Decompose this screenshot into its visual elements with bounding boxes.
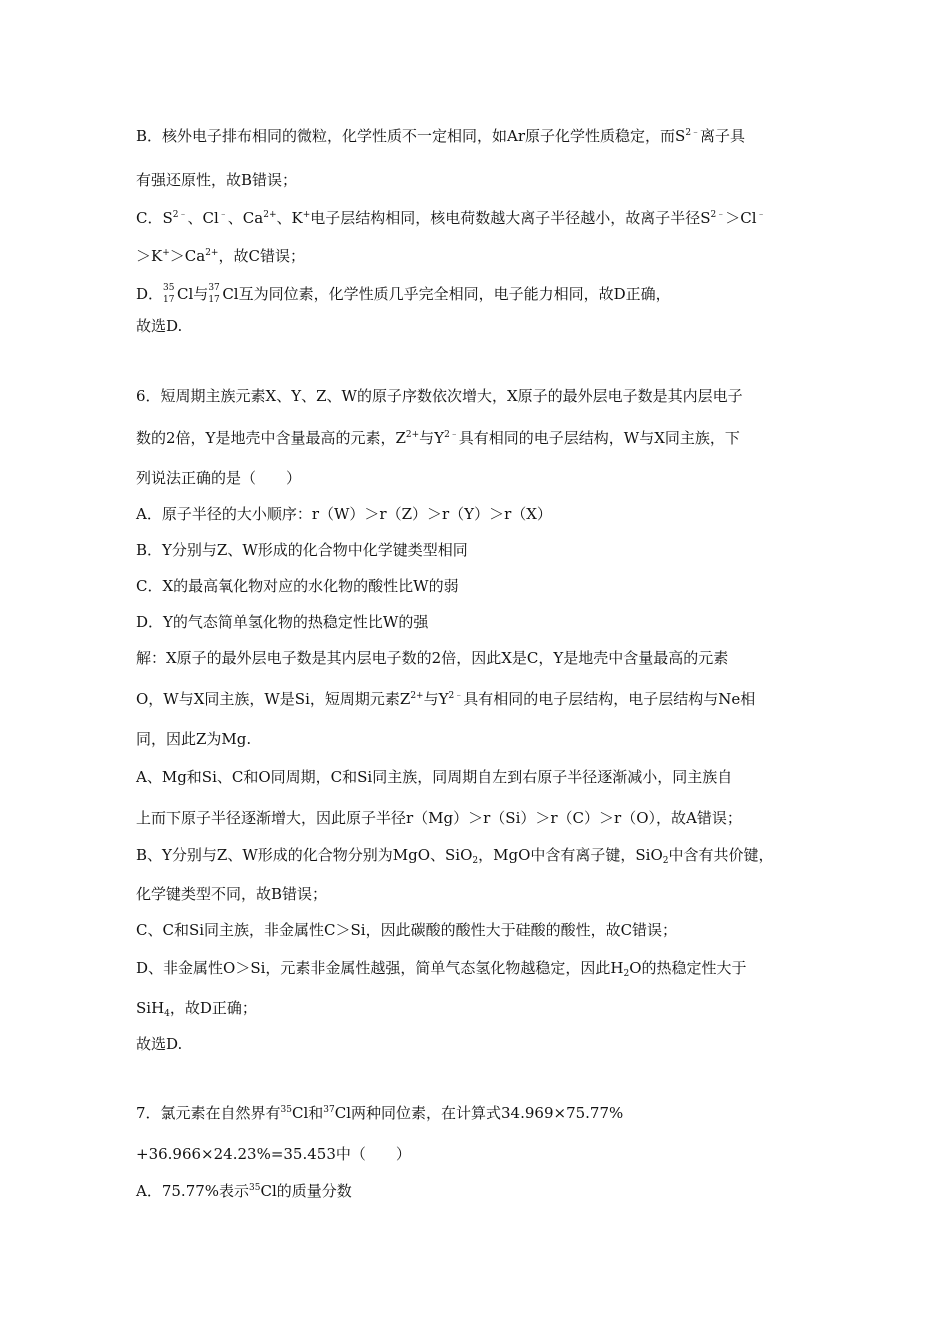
text-line: 列说法正确的是（ ） [136, 469, 302, 487]
text-line: 有强还原性，故B错误； [136, 171, 298, 189]
option-a: A．原子半径的大小顺序：r（W）＞r（Z）＞r（Y）＞r（X） [136, 505, 552, 523]
solution-line: 同，因此Z为Mg. [136, 730, 252, 748]
option-c: C．X的最高氧化物对应的水化物的酸性比W的弱 [136, 577, 459, 595]
option-a: A．75.77%表示$^{35}$Cl的质量分数 [136, 1182, 352, 1200]
solution-line: 解：X原子的最外层电子数是其内层电子数的2倍，因此X是C，Y是地壳中含量最高的元素 [136, 649, 729, 667]
solution-line: 上而下原子半径逐渐增大，因此原子半径r（Mg）＞r（Si）＞r（C）＞r（O），故A错误； [136, 809, 742, 827]
text-line: 故选D. [136, 317, 183, 335]
isotope-notation: 37 17 [208, 283, 220, 305]
text-line-c-option: C．$S^{2﹣}$、Cl﹣、$Ca^{2+}$、K+电子层结构相同，核电荷数越大离子半径越小，故离子半径$S^{2﹣}>Cl^﹣$ [136, 209, 766, 227]
solution-line: O，W与X同主族，W是Si，短周期元素$Z^{2+}$与$Y^{2﹣}$具有相同的电子层结构，电子层结构与Ne相 [136, 690, 756, 708]
text-line: $>K^+>Ca^{2+}$，故C错误； [136, 247, 305, 265]
text-line-d-option: D． 35 17 Cl与 37 17 Cl互为同位素，化学性质几乎完全相同，电子能力相同，故D正确， [136, 283, 671, 305]
solution-line: SiH$_4$，故D正确； [136, 999, 257, 1019]
text-line: 数的2倍，Y是地壳中含量最高的元素，$Z^{2+}$与$Y^{2﹣}$具有相同的电子层结构，W与X同主族，下 [136, 429, 740, 447]
option-b: B．Y分别与Z、W形成的化合物中化学键类型相同 [136, 541, 468, 559]
solution-line: D、非金属性O＞Si，元素非金属性越强，简单气态氢化物越稳定，因此$H_2O$的热稳定性大于 [136, 959, 747, 979]
text-line-b-option: B．核外电子排布相同的微粒，化学性质不一定相同，如Ar原子化学性质稳定，而$S^{2﹣}$离子具 [136, 127, 746, 145]
question-7-stem: 7．氯元素在自然界有$^{35}$Cl和$^{37}$Cl两种同位素，在计算式34.969×75.77% [136, 1104, 624, 1122]
isotope-notation: 35 17 [163, 283, 175, 305]
question-6-stem: 6．短周期主族元素X、Y、Z、W的原子序数依次增大，X原子的最外层电子数是其内层电子 [136, 387, 743, 405]
solution-line: B、Y分别与Z、W形成的化合物分别为MgO、SiO$_2$，MgO中含有离子键，SiO$_2$中含有共价键， [136, 846, 774, 866]
option-d: D．Y的气态简单氢化物的热稳定性比W的强 [136, 613, 429, 631]
solution-line: A、Mg和Si、C和O同周期，C和Si同主族，同周期自左到右原子半径逐渐减小，同主族自 [136, 768, 733, 786]
text-line: +36.966×24.23%=35.453中（ ） [136, 1145, 411, 1163]
solution-line: C、C和Si同主族，非金属性C＞Si，因此碳酸的酸性大于硅酸的酸性，故C错误； [136, 921, 678, 939]
solution-line: 化学键类型不同，故B错误； [136, 885, 328, 903]
solution-line: 故选D. [136, 1035, 183, 1053]
